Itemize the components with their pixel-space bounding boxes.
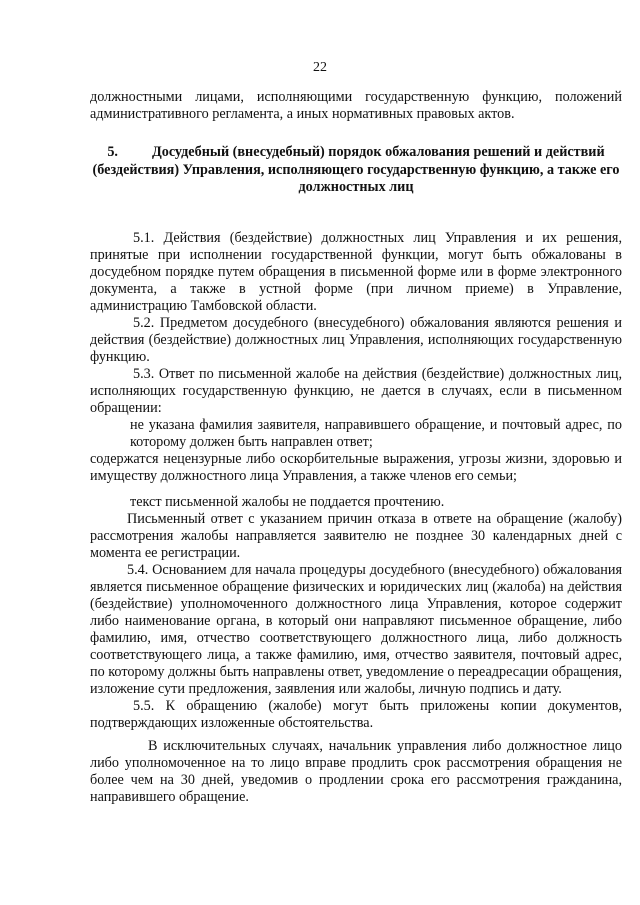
intro-paragraph: должностными лицами, исполняющими государственную функцию, положений административного регламента, а иных нормативных правовых актов.: [90, 89, 622, 122]
paragraph-5-3: 5.3. Ответ по письменной жалобе на действия (бездействие) должностных лиц, исполняющих государственную функцию, не дается в случаях, если в письменном обращении:: [90, 365, 622, 416]
paragraph-5-4: 5.4. Основанием для начала процедуры досудебного (внесудебного) обжалования является письменное обращение физических и юридических лиц (жалоба) на действия (бездействие) уполномоченного должностного лица Управления, которое содержит либо наименование органа, в который они направляют письменное обращение, либо фамилию, имя, отчество соответствующего должностного лица, либо должность соответствующего лица, а также фамилию, имя, отчество заявителя, почтовый адрес, по которому должны быть направлены ответ, уведомление о переадресации обращения, изложение сути предложения, заявления или жалобы, личную подпись и дату.: [90, 561, 622, 697]
document-body: [90, 89, 622, 806]
section-title: Досудебный (внесудебный) порядок обжалования решений и действий (бездействия) Управления, исполняющего государственную функцию, а также его должностных лиц: [92, 144, 620, 195]
page-number: 22: [313, 60, 327, 75]
paragraph-5-2: 5.2. Предметом досудебного (внесудебного) обжалования являются решения и действия (бездействие) должностных лиц Управления, исполняющих государственную функцию.: [90, 314, 622, 365]
section-number: 5.: [107, 144, 118, 160]
paragraph-5-5-extension: В исключительных случаях, начальник управления либо должностное лицо либо уполномоченное на то лицо вправе продлить срок рассмотрения обращения не более чем на 30 дней, уведомив о продлении срока его рассмотрения гражданина, направившего обращение.: [90, 737, 622, 805]
paragraph-5-3-item-a: не указана фамилия заявителя, направившего обращение, и почтовый адрес, по которому должен быть направлен ответ;: [130, 416, 622, 450]
section-heading: [90, 144, 622, 197]
paragraph-5-3-response: Письменный ответ с указанием причин отказа в ответе на обращение (жалобу) рассмотрения жалобы направляется заявителю не позднее 30 календарных дней с момента ее регистрации.: [90, 510, 622, 561]
paragraph-5-3-item-b: содержатся нецензурные либо оскорбительные выражения, угрозы жизни, здоровью и имуществу должностного лица Управления, а также членов его семьи;: [90, 450, 622, 484]
paragraph-5-3-item-c: текст письменной жалобы не поддается прочтению.: [130, 493, 445, 510]
paragraph-5-5: 5.5. К обращению (жалобе) могут быть приложены копии документов, подтверждающих изложенные обстоятельства.: [90, 697, 622, 731]
paragraph-5-1: 5.1. Действия (бездействие) должностных лиц Управления и их решения, принятые при исполнении государственной функции, могут быть обжалованы в досудебном порядке путем обращения в письменной форме или в форме электронного документа, а также в устной форме (при личном приеме) в Управление, администрацию Тамбовской области.: [90, 229, 622, 314]
